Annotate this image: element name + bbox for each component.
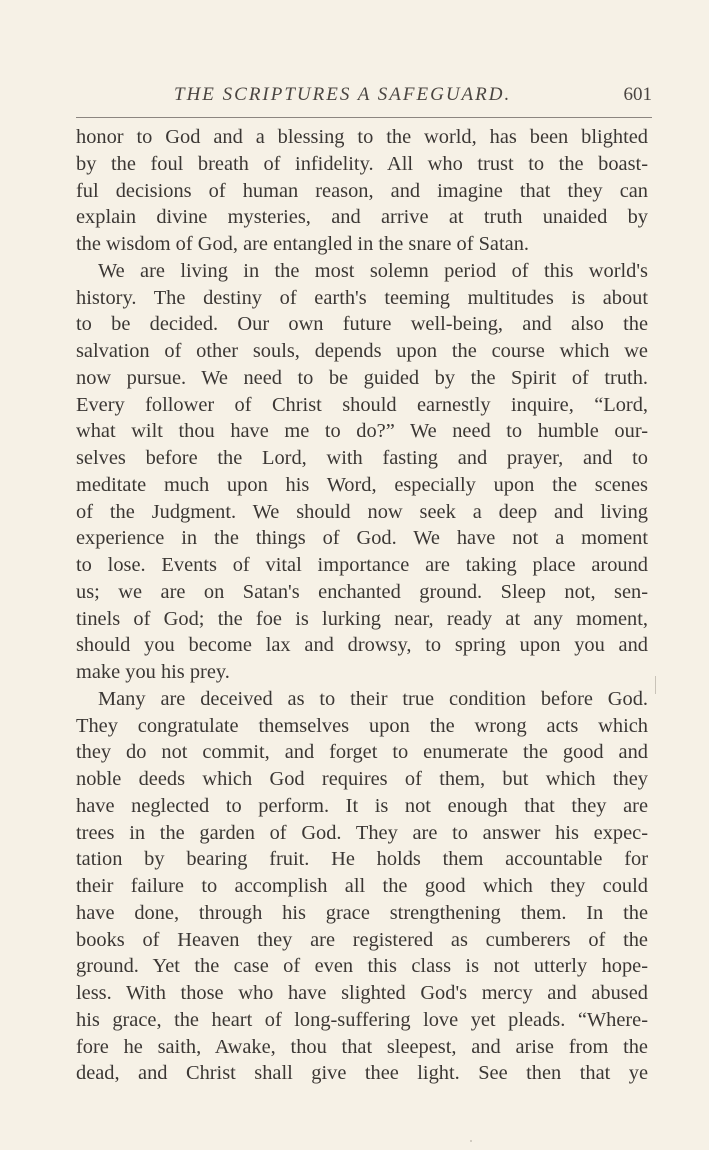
text-line: experience in the things of God. We have not a moment	[76, 527, 648, 550]
text-line: the wisdom of God, are entangled in the snare of Satan.	[76, 233, 529, 255]
text-line: to lose. Events of vital importance are taking place around	[76, 554, 648, 576]
text-line: meditate much upon his Word, especially upon the scenes	[76, 473, 648, 496]
text-line: less. With those who have slighted God's mercy and abused	[76, 982, 648, 1004]
text-line: We are living in the most solemn period of this world's	[98, 259, 648, 282]
text-line: what wilt thou have me to do?” We need to humble our-	[76, 420, 648, 443]
body-text	[76, 124, 648, 1087]
text-line: have done, through his grace strengthening them. In the	[76, 901, 648, 924]
text-line: Every follower of Christ should earnestly inquire, “Lord,	[76, 393, 648, 416]
text-line: dead, and Christ shall give thee light. See then that ye	[76, 1062, 648, 1085]
text-line: Many are deceived as to their true condition before God.	[98, 687, 648, 710]
text-line: ful decisions of human reason, and imagine that they can	[76, 179, 648, 202]
running-title: THE SCRIPTURES A SAFEGUARD.	[174, 84, 512, 105]
text-line: explain divine mysteries, and arrive at truth unaided by	[76, 206, 648, 229]
text-line: have neglected to perform. It is not enough that they are	[76, 794, 648, 817]
text-line: fore he saith, Awake, thou that sleepest, and arise from the	[76, 1035, 648, 1058]
text-line: now pursue. We need to be guided by the Spirit of truth.	[76, 366, 648, 389]
text-line: history. The destiny of earth's teeming multitudes is about	[76, 286, 648, 309]
text-line: make you his prey.	[76, 661, 230, 683]
text-line: honor to God and a blessing to the world, has been blighted	[76, 126, 648, 148]
text-line: to be decided. Our own future well-being, and also the	[76, 313, 648, 336]
paragraph	[76, 124, 648, 258]
paragraph	[76, 686, 648, 1087]
text-line: noble deeds which God requires of them, but which they	[76, 768, 648, 790]
text-line: trees in the garden of God. They are to answer his expec-	[76, 821, 648, 844]
text-line: ground. Yet the case of even this class is not utterly hope-	[76, 955, 648, 978]
paper-speck	[470, 1140, 472, 1142]
paragraph	[76, 258, 648, 686]
text-line: salvation of other souls, depends upon the course which we	[76, 340, 648, 362]
text-line: selves before the Lord, with fasting and prayer, and to	[76, 447, 648, 469]
text-line: of the Judgment. We should now seek a deep and living	[76, 500, 648, 523]
text-line: should you become lax and drowsy, to spring upon you and	[76, 634, 648, 657]
text-line: their failure to accomplish all the good which they could	[76, 875, 648, 897]
text-line: us; we are on Satan's enchanted ground. Sleep not, sen-	[76, 580, 648, 603]
text-line: they do not commit, and forget to enumerate the good and	[76, 741, 648, 764]
running-header	[76, 84, 652, 110]
header-rule	[76, 117, 652, 118]
paper-mark	[655, 676, 656, 694]
page-number: 601	[623, 84, 652, 105]
text-line: by the foul breath of infidelity. All who trust to the boast-	[76, 152, 648, 175]
text-line: his grace, the heart of long-suffering love yet pleads. “Where-	[76, 1008, 648, 1031]
text-line: tinels of God; the foe is lurking near, ready at any moment,	[76, 607, 648, 630]
text-line: tation by bearing fruit. He holds them accountable for	[76, 848, 648, 871]
text-line: They congratulate themselves upon the wrong acts which	[76, 714, 648, 737]
text-line: books of Heaven they are registered as cumberers of the	[76, 928, 648, 951]
